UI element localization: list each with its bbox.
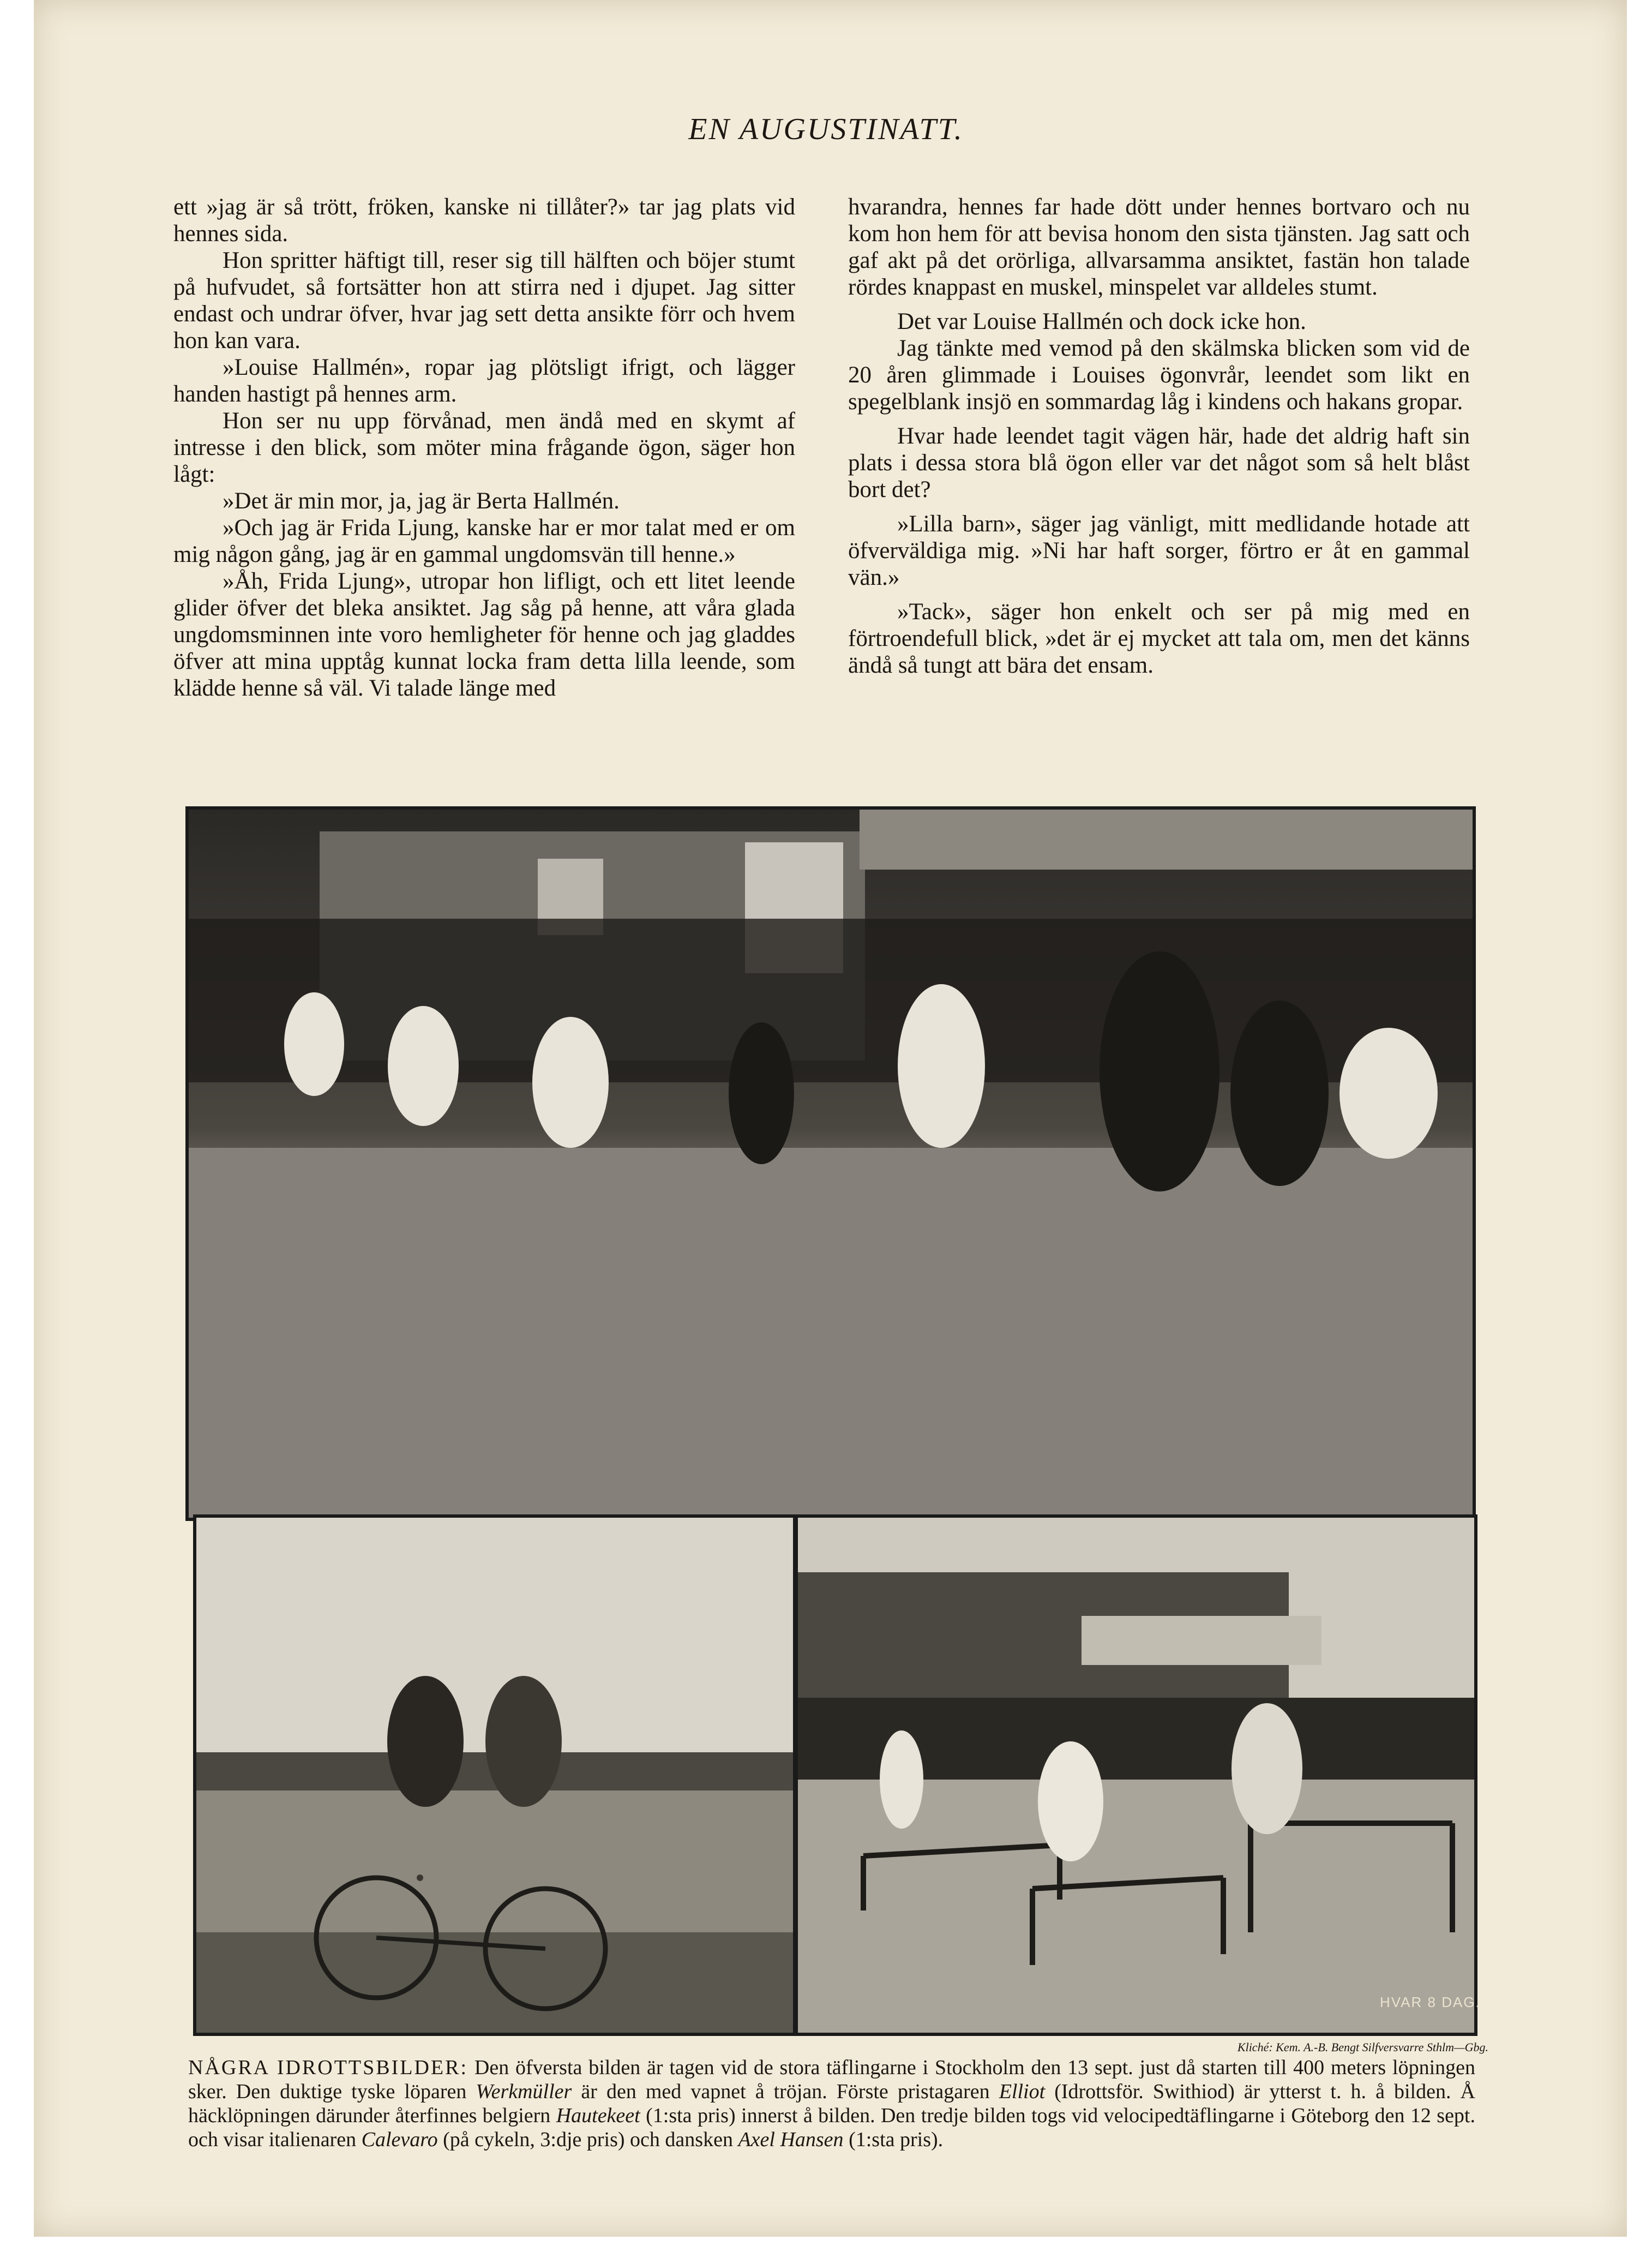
photo-sprint-start <box>185 806 1476 1521</box>
paragraph: »Åh, Frida Ljung», utropar hon lifligt, och ett litet leende glider öfver det bleka ansiktet. Jag såg på henne, att våra glada ungdomsminnen inte voro hemligheter för henne och jag gladdes öfver att mina upptåg kunnat locka fram detta lilla leende, som klädde henne så väl. Vi talade länge med <box>173 568 795 701</box>
paragraph: Hvar hade leendet tagit vägen här, hade det aldrig haft sin plats i dessa stora blå ögon eller var det något som så helt blåst bort det? <box>848 423 1470 502</box>
caption-text: är den med vapnet å tröjan. Förste pristagaren <box>572 2080 999 2103</box>
photo-hurdlers <box>795 1514 1477 2036</box>
paragraph: »Louise Hallmén», ropar jag plötsligt ifrigt, och lägger handen hastigt på hennes arm. <box>173 355 795 407</box>
photo-stamp: HVAR 8 DAG. <box>1380 1994 1481 2010</box>
paragraph: Hon spritter häftigt till, reser sig till hälften och böjer stumt på hufvudet, så fortsätter hon att stirra ned i djupet. Jag sitter endast och undrar öfver, hvar jag sett detta ansikte förr och hvem hon kan vara. <box>173 248 795 354</box>
caption-text: (1:sta pris). <box>843 2128 944 2151</box>
caption-name: Calevaro <box>361 2128 438 2151</box>
paragraph: »Det är min mor, ja, jag är Berta Hallmén. <box>223 488 620 514</box>
cliche-credit: Kliché: Kem. A.-B. Bengt Silfversvarre Sthlm—Gbg. <box>1237 2040 1488 2054</box>
paragraph: hvarandra, hennes far hade dött under hennes bortvaro och nu kom hon hem för att bevisa honom den sista tjänsten. Jag satt och gaf akt på det orörliga, allvarsamma ansiktet, fastän hon talade rördes knappast en muskel, minspelet var alldeles stumt. <box>848 194 1470 300</box>
paragraph: Det var Louise Hallmén och dock icke hon. <box>897 309 1306 334</box>
paragraph: Jag tänkte med vemod på den skälmska blicken som vid de 20 åren glimmade i Louises ögonvrår, leendet som likt en spegelblank insjö en sommardag låg i kindens och hakans gropar. <box>848 336 1470 415</box>
caption-text: (på cykeln, 3:dje pris) och dansken <box>437 2128 738 2151</box>
caption-name: Werkmüller <box>476 2080 572 2103</box>
caption-lead: NÅGRA IDROTTSBILDER: <box>188 2056 468 2079</box>
photo-caption <box>188 2056 1475 2152</box>
caption-text: Den öfversta bilden är tagen vid de stora täflingarne i Stockholm den 13 sept. just då starten till 400 meters löpningen sker. Den duktige tyske löparen <box>188 2056 1476 2103</box>
caption-name: Elliot <box>999 2080 1046 2103</box>
caption-name: Axel Hansen <box>738 2128 844 2151</box>
paragraph: »Lilla barn», säger jag vänligt, mitt medlidande hotade att öfverväldiga mig. »Ni har haft sorger, förtro er åt en gammal vän.» <box>848 511 1470 590</box>
photo-cyclists <box>193 1514 796 2036</box>
paragraph: »Tack», säger hon enkelt och ser på mig med en förtroendefull blick, »det är ej mycket att tala om, men det känns ändå så tungt att bära det ensam. <box>848 599 1470 678</box>
paragraph: ett »jag är så trött, fröken, kanske ni tillåter?» tar jag plats vid hennes sida. <box>173 194 795 247</box>
caption-text: (Idrottsför. Swithiod) är ytterst t. h. å bilden. Å häcklöpningen därunder återfinnes belgiern <box>188 2080 1475 2127</box>
page-header: EN AUGUSTINATT. <box>688 112 964 146</box>
left-text-column <box>173 194 795 702</box>
right-text-column <box>848 194 1470 679</box>
caption-text: (1:sta pris) innerst å bilden. Den tredje bilden togs vid velocipedtäflingarne i Göteborg den 12 sept. och visar italienaren <box>188 2104 1475 2151</box>
paragraph: »Och jag är Frida Ljung, kanske har er mor talat med er om mig någon gång, jag är en gammal ungdomsvän till henne.» <box>173 515 795 567</box>
caption-name: Hautekeet <box>556 2104 640 2127</box>
paragraph: Hon ser nu upp förvånad, men ändå med en skymt af intresse i den blick, som möter mina frågande ögon, säger hon lågt: <box>173 408 795 487</box>
